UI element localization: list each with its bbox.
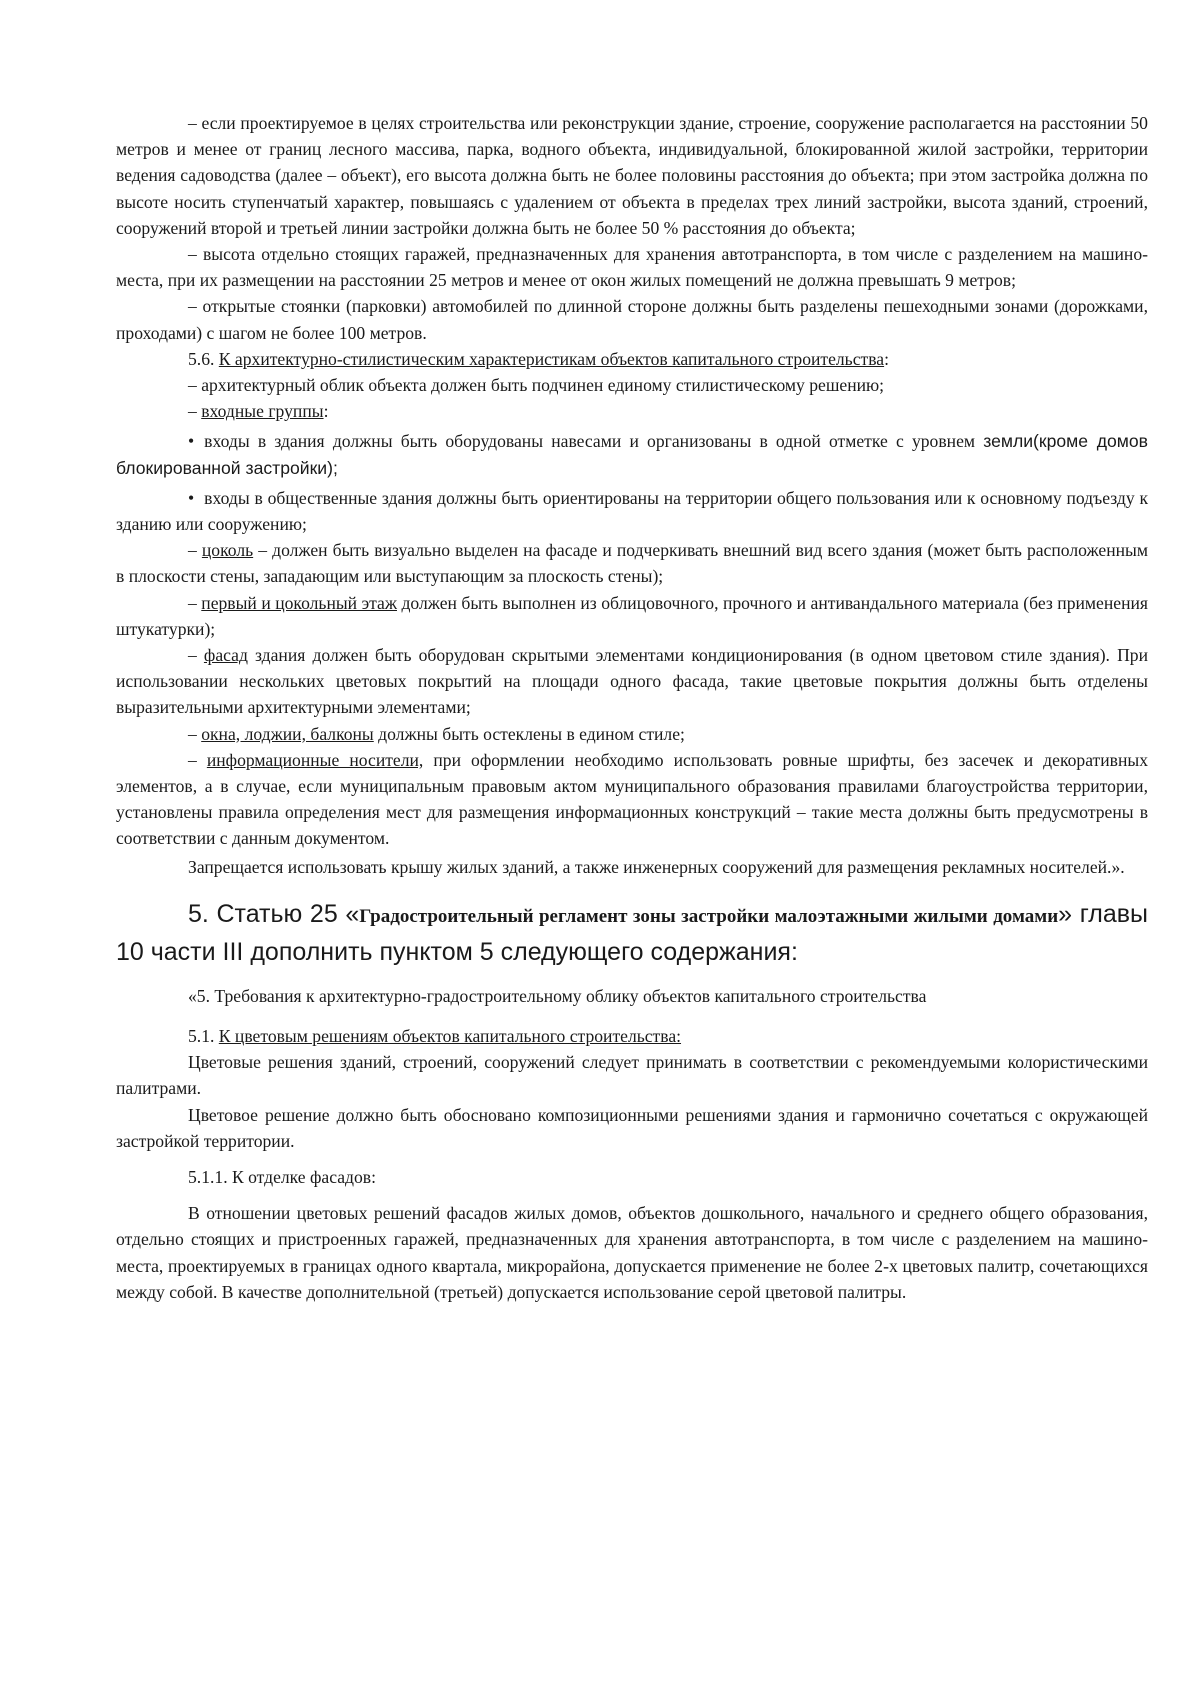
paragraph-parking: – открытые стоянки (парковки) автомобилей по длинной стороне должны быть разделены пешеходными зонами (дорожками, проходами) с шагом не более 100 метров. [116,296,1148,343]
paragraph-facade-palettes: В отношении цветовых решений фасадов жилых домов, объектов дошкольного, начального и среднего общего образования, отдельно стоящих и пристроенных гаражей, предназначенных для хранения автотранспорта, в том числе с разделением на машино-места, проектируемых в границах одного квартала, микрорайона, допускается применение не более 2-х цветовых палитр, сочетающихся между собой. В качестве дополнительной (третьей) допускается использование серой цветовой палитры. [116,1203,1148,1302]
paragraph-requirements-title: «5. Требования к архитектурно-градостроительному облику объектов капитального строительства [188,985,927,1006]
paragraph-info-carriers: – информационные носители, при оформлении необходимо использовать ровные шрифты, без засечек и декоративных элементов, а в случае, если муниципальным правовым актом муниципального образования правилами благоустройства территории, установлены правила определения мест для размещения информационных конструкций – такие места должны быть предусмотрены в соответствии с данным документом. [116,749,1148,849]
paragraph-building-height: – если проектируемое в целях строительства или реконструкции здание, строение, сооружение располагается на расстоянии 50 метров и менее от границ лесного массива, парка, водного объекта, индивидуальной, блокированной жилой застройки, территории ведения садоводства (далее – объект), его высота должна быть не более половины расстояния до объекта; при этом застройка должна по высоте носить ступенчатый характер, повышаясь с удалением от объекта в пределах трех линий застройки, высота зданий, строений, сооружений второй и третьей линии застройки должна быть не более 50 % расстояния до объекта; [116,113,1148,238]
paragraph-architectural-style: – архитектурный облик объекта должен быть подчинен единому стилистическому решению; [188,375,885,396]
document-page [116,110,1148,1305]
paragraph-color-composition: Цветовое решение должно быть обосновано композиционными решениями здания и гармонично сочетаться с окружающей застройкой территории. [116,1104,1148,1151]
section-5-1-1-heading: 5.1.1. К отделке фасадов: [188,1166,376,1187]
section-5-6-heading: 5.6. К архитектурно-стилистическим характеристикам объектов капитального строительства: [188,348,889,369]
paragraph-windows: – окна, лоджии, балконы должны быть остеклены в едином стиле; [188,723,685,744]
paragraph-garages-height: – высота отдельно стоящих гаражей, предназначенных для хранения автотранспорта, в том числе с разделением на машино-места, при их размещении на расстоянии 25 метров и менее от окон жилых помещений не должна превышать 9 метров; [116,244,1148,291]
bullet-entrances-canopies: • входы в здания должны быть оборудованы навесами и организованы в одной отметке с уровнем земли(кроме домов блокированной застройки); [116,431,1149,478]
section-5-1-title: К цветовым решениям объектов капитального строительства: [218,1025,682,1046]
bullet-icon: • [188,431,195,452]
paragraph-entrance-groups: – входные группы: [188,401,329,422]
paragraph-first-floor: – первый и цокольный этаж должен быть выполнен из облицовочного, прочного и антивандального материала (без применения штукатурки); [116,592,1148,639]
article-25-heading: 5. Статью 25 «Градостроительный регламент зоны застройки малоэтажными жилыми домами» главы 10 части III дополнить пунктом 5 следующего содержания: [116,899,1149,966]
paragraph-facade: – фасад здания должен быть оборудован скрытыми элементами кондиционирования (в одном цветовом стиле здания). При использовании нескольких цветовых покрытий на площади одного фасада, такие цветовые покрытия должны быть отделены выразительными архитектурными элементами; [116,645,1148,718]
section-5-6-title: К архитектурно-стилистическим характеристикам объектов капитального строительства [218,348,885,369]
paragraph-roof-advertising: Запрещается использовать крышу жилых зданий, а также инженерных сооружений для размещения рекламных носителей.». [188,856,1125,877]
section-5-1-heading: 5.1. К цветовым решениям объектов капитального строительства: [188,1025,682,1046]
bullet-icon: • [188,487,195,508]
paragraph-color-solutions: Цветовые решения зданий, строений, сооружений следует принимать в соответствии с рекомендуемыми колористическими палитрами. [116,1052,1148,1099]
paragraph-plinth: – цоколь – должен быть визуально выделен на фасаде и подчеркивать внешний вид всего здания (может быть расположенным в плоскости стены, западающим или выступающим за плоскость стены); [116,540,1148,587]
bullet-public-entrances: • входы в общественные здания должны быть ориентированы на территории общего пользования или к основному подъезду к зданию или сооружению; [116,487,1148,535]
